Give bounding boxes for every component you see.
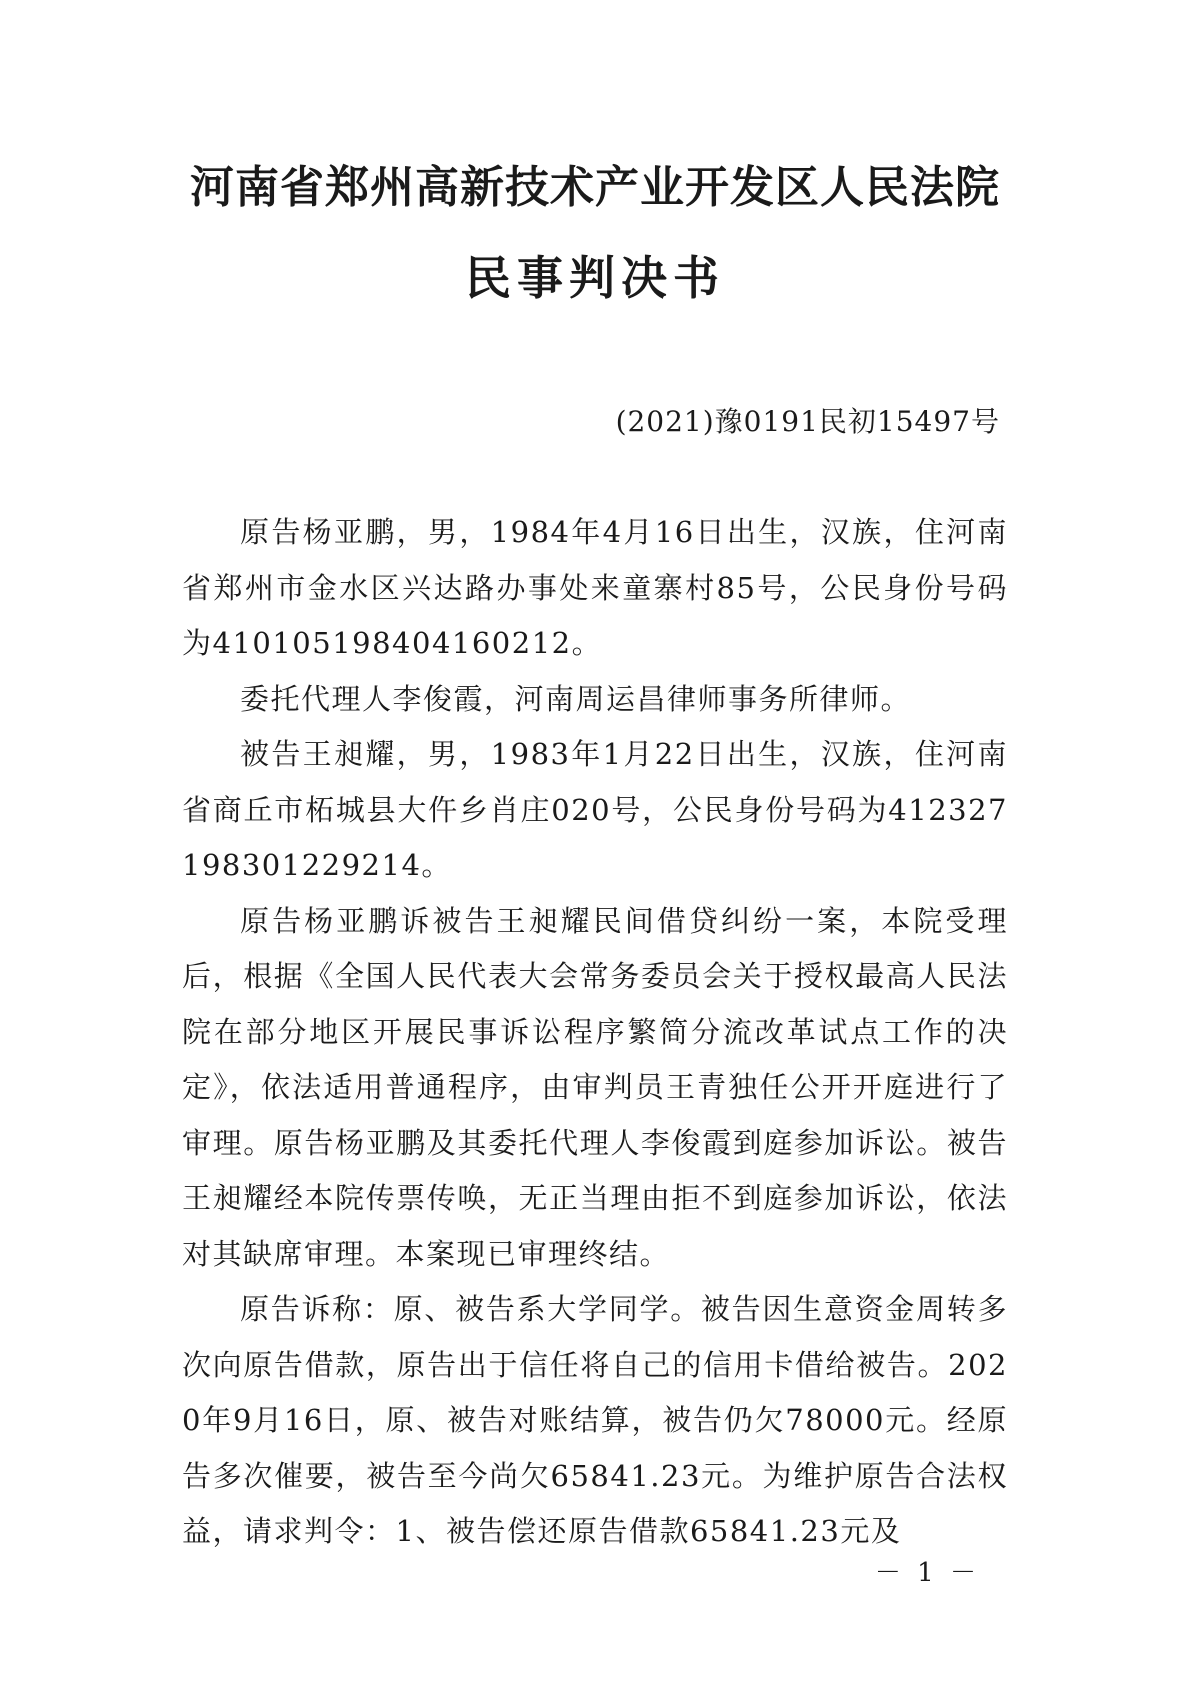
judgment-body [182, 505, 1008, 1560]
case-number: (2021)豫0191民初15497号 [615, 405, 1000, 438]
plaintiff-info-paragraph: 原告杨亚鹏，男，1984年4月16日出生，汉族，住河南省郑州市金水区兴达路办事处来童寨村85号，公民身份号码为410105198404160212。 [182, 515, 1008, 660]
document-type-title: 民事判决书 [465, 251, 725, 305]
defendant-info-paragraph: 被告王昶耀，男，1983年1月22日出生，汉族，住河南省商丘市柘城县大仵乡肖庄020号，公民身份号码为412327198301229214。 [182, 737, 1008, 882]
court-name: 河南省郑州高新技术产业开发区人民法院 [190, 162, 1000, 213]
case-procedure-paragraph: 原告杨亚鹏诉被告王昶耀民间借贷纠纷一案，本院受理后，根据《全国人民代表大会常务委员会关于授权最高人民法院在部分地区开展民事诉讼程序繁简分流改革试点工作的决定》，依法适用普通程序，由审判员王青独任公开开庭进行了审理。原告杨亚鹏及其委托代理人李俊霞到庭参加诉讼。被告王昶耀经本院传票传唤，无正当理由拒不到庭参加诉讼，依法对其缺席审理。本案现已审理终结。 [182, 903, 1008, 1271]
agent-info-paragraph: 委托代理人李俊霞，河南周运昌律师事务所律师。 [240, 681, 912, 716]
page-number: － 1 － [874, 1558, 980, 1588]
plaintiff-claims-paragraph: 原告诉称：原、被告系大学同学。被告因生意资金周转多次向原告借款，原告出于信任将自己的信用卡借给被告。2020年9月16日，原、被告对账结算，被告仍欠78000元。经原告多次催要，被告至今尚欠65841.23元。为维护原告合法权益，请求判令：1、被告偿还原告借款65841.23元及 [182, 1292, 1008, 1548]
